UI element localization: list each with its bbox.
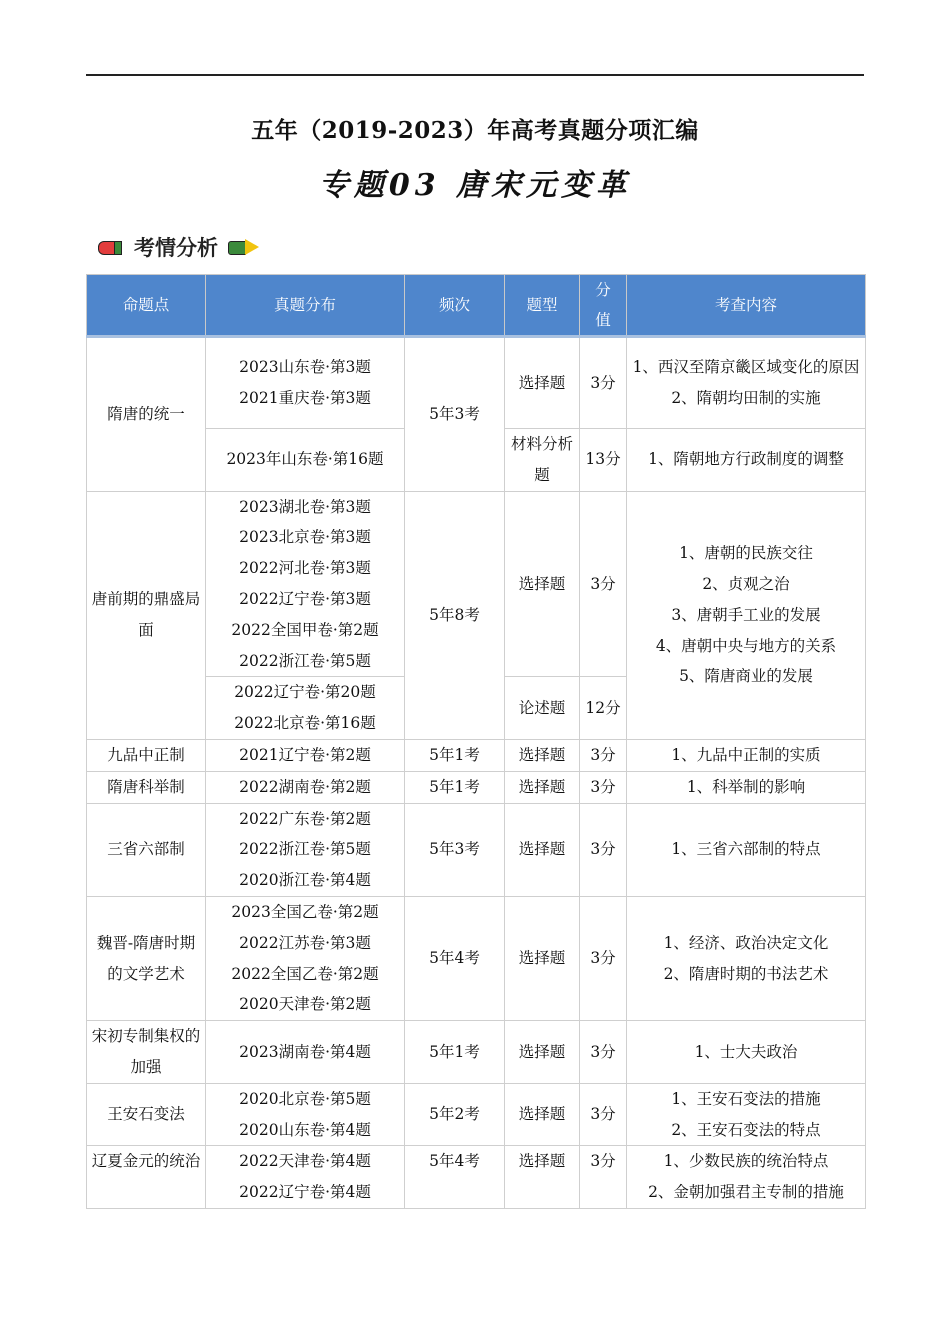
content-cell: 1、王安石变法的措施 2、王安石变法的特点 <box>627 1083 866 1146</box>
table-row <box>87 771 866 803</box>
score-cell: 13分 <box>580 429 627 492</box>
table-row <box>87 1083 866 1146</box>
type-cell: 选择题 <box>505 491 580 677</box>
column-header: 频次 <box>405 275 505 337</box>
frequency-cell: 5年3考 <box>405 803 505 896</box>
score-cell: 3分 <box>580 1083 627 1146</box>
topic-cell: 宋初专制集权的加强 <box>87 1021 206 1084</box>
table-row <box>87 739 866 771</box>
content-cell: 1、三省六部制的特点 <box>627 803 866 896</box>
pencil-icon <box>228 239 260 255</box>
document-subtitle: 专题03 唐宋元变革 <box>318 168 632 203</box>
content-cell: 1、士大夫政治 <box>627 1021 866 1084</box>
content-cell: 1、隋朝地方行政制度的调整 <box>627 429 866 492</box>
frequency-cell: 5年4考 <box>405 896 505 1020</box>
table-row <box>87 1021 866 1084</box>
sources-cell: 2023山东卷·第3题 2021重庆卷·第3题 <box>206 337 405 429</box>
sources-cell: 2020北京卷·第5题 2020山东卷·第4题 <box>206 1083 405 1146</box>
column-header: 真题分布 <box>206 275 405 337</box>
score-cell: 3分 <box>580 491 627 677</box>
topic-cell: 隋唐的统一 <box>87 337 206 492</box>
table-row <box>87 491 866 677</box>
topic-cell: 三省六部制 <box>87 803 206 896</box>
type-cell: 选择题 <box>505 896 580 1020</box>
topic-cell: 王安石变法 <box>87 1083 206 1146</box>
sources-cell: 2022湖南卷·第2题 <box>206 771 405 803</box>
frequency-cell: 5年1考 <box>405 771 505 803</box>
topic-cell: 九品中正制 <box>87 739 206 771</box>
frequency-cell: 5年1考 <box>405 739 505 771</box>
frequency-cell: 5年4考 <box>405 1146 505 1209</box>
table-row <box>87 337 866 429</box>
score-cell: 3分 <box>580 896 627 1020</box>
frequency-cell: 5年3考 <box>405 337 505 492</box>
score-cell: 3分 <box>580 1146 627 1209</box>
topic-cell: 隋唐科举制 <box>87 771 206 803</box>
frequency-cell: 5年8考 <box>405 491 505 739</box>
score-cell: 3分 <box>580 1021 627 1084</box>
type-cell: 选择题 <box>505 1083 580 1146</box>
top-rule <box>86 74 864 76</box>
sources-cell: 2022广东卷·第2题 2022浙江卷·第5题 2020浙江卷·第4题 <box>206 803 405 896</box>
topic-cell: 唐前期的鼎盛局面 <box>87 491 206 739</box>
topic-cell: 辽夏金元的统治 <box>87 1146 206 1209</box>
table-row <box>87 1146 866 1209</box>
column-header: 考查内容 <box>627 275 866 337</box>
table-row <box>87 803 866 896</box>
type-cell: 选择题 <box>505 771 580 803</box>
content-cell: 1、西汉至隋京畿区域变化的原因 2、隋朝均田制的实施 <box>627 337 866 429</box>
topic-cell: 魏晋-隋唐时期的文学艺术 <box>87 896 206 1020</box>
content-cell: 1、九品中正制的实质 <box>627 739 866 771</box>
frequency-cell: 5年1考 <box>405 1021 505 1084</box>
column-header: 命题点 <box>87 275 206 337</box>
score-cell: 3分 <box>580 803 627 896</box>
section-header <box>94 232 260 262</box>
content-cell: 1、科举制的影响 <box>627 771 866 803</box>
sources-cell: 2021辽宁卷·第2题 <box>206 739 405 771</box>
exam-analysis-table <box>86 274 866 1209</box>
content-cell: 1、少数民族的统治特点 2、金朝加强君主专制的措施 <box>627 1146 866 1209</box>
type-cell: 选择题 <box>505 1146 580 1209</box>
type-cell: 论述题 <box>505 677 580 740</box>
score-cell: 3分 <box>580 337 627 429</box>
document-title: 五年（2019-2023）年高考真题分项汇编 <box>251 117 699 144</box>
sources-cell: 2023湖北卷·第3题 2023北京卷·第3题 2022河北卷·第3题 2022辽宁卷·第3题 2022全国甲卷·第2题 2022浙江卷·第5题 <box>206 491 405 677</box>
table-row <box>87 896 866 1020</box>
score-cell: 3分 <box>580 739 627 771</box>
type-cell: 选择题 <box>505 739 580 771</box>
column-header: 分值 <box>580 275 627 337</box>
sources-cell: 2022天津卷·第4题 2022辽宁卷·第4题 <box>206 1146 405 1209</box>
score-cell: 12分 <box>580 677 627 740</box>
type-cell: 选择题 <box>505 337 580 429</box>
type-cell: 选择题 <box>505 1021 580 1084</box>
content-cell: 1、经济、政治决定文化 2、隋唐时期的书法艺术 <box>627 896 866 1020</box>
score-cell: 3分 <box>580 771 627 803</box>
type-cell: 选择题 <box>505 803 580 896</box>
sources-cell: 2023全国乙卷·第2题 2022江苏卷·第3题 2022全国乙卷·第2题 2020天津卷·第2题 <box>206 896 405 1020</box>
content-cell: 1、唐朝的民族交往 2、贞观之治 3、唐朝手工业的发展 4、唐朝中央与地方的关系 5、隋唐商业的发展 <box>627 491 866 739</box>
sources-cell: 2022辽宁卷·第20题 2022北京卷·第16题 <box>206 677 405 740</box>
sources-cell: 2023湖南卷·第4题 <box>206 1021 405 1084</box>
marker-pen-icon <box>94 240 124 254</box>
type-cell: 材料分析题 <box>505 429 580 492</box>
table-header-row <box>87 275 866 337</box>
column-header: 题型 <box>505 275 580 337</box>
frequency-cell: 5年2考 <box>405 1083 505 1146</box>
sources-cell: 2023年山东卷·第16题 <box>206 429 405 492</box>
section-title: 考情分析 <box>134 236 218 260</box>
